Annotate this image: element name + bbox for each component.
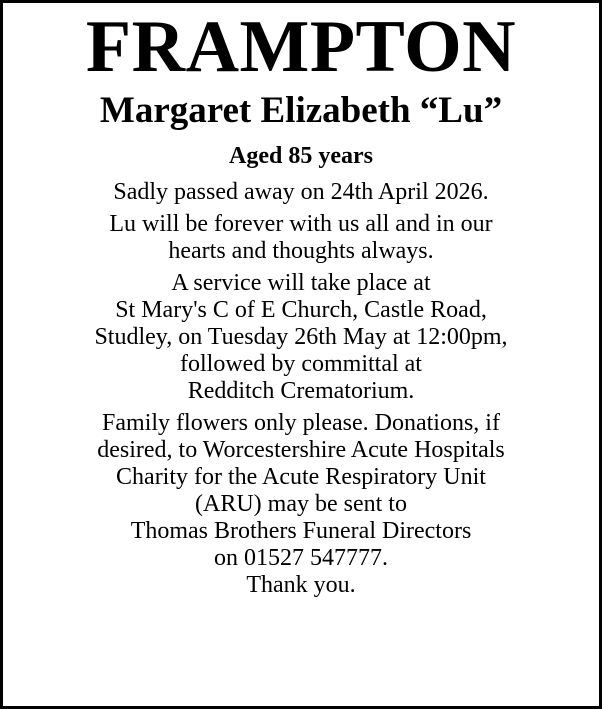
text-line: followed by committal at [180,351,422,377]
text-line: St Mary's C of E Church, Castle Road, [115,297,487,323]
text-line: A service will take place at [171,270,431,296]
text-line: Studley, on Tuesday 26th May at 12:00pm, [94,324,508,350]
full-name: Margaret Elizabeth “Lu” [99,90,503,131]
text-line: hearts and thoughts always. [168,238,434,264]
text-line: Redditch Crematorium. [187,378,415,404]
donations-details [11,410,591,599]
text-line: Charity for the Acute Respiratory Unit [116,464,486,490]
text-line: Sadly passed away on 24th April 2026. [113,179,489,205]
service-details [11,270,591,405]
text-line: Lu will be forever with us all and in our [109,211,493,237]
surname-heading: FRAMPTON [85,6,517,88]
text-line: desired, to Worcestershire Acute Hospitals [97,437,505,463]
text-line: Thank you. [246,572,356,598]
text-line: on 01527 547777. [214,545,388,571]
age-line: Aged 85 years [229,143,373,169]
text-line: (ARU) may be sent to [195,491,407,517]
text-line: Family flowers only please. Donations, if [102,410,500,436]
remembrance-message [11,211,591,265]
text-line: Thomas Brothers Funeral Directors [130,518,472,544]
death-announcement [11,179,591,206]
